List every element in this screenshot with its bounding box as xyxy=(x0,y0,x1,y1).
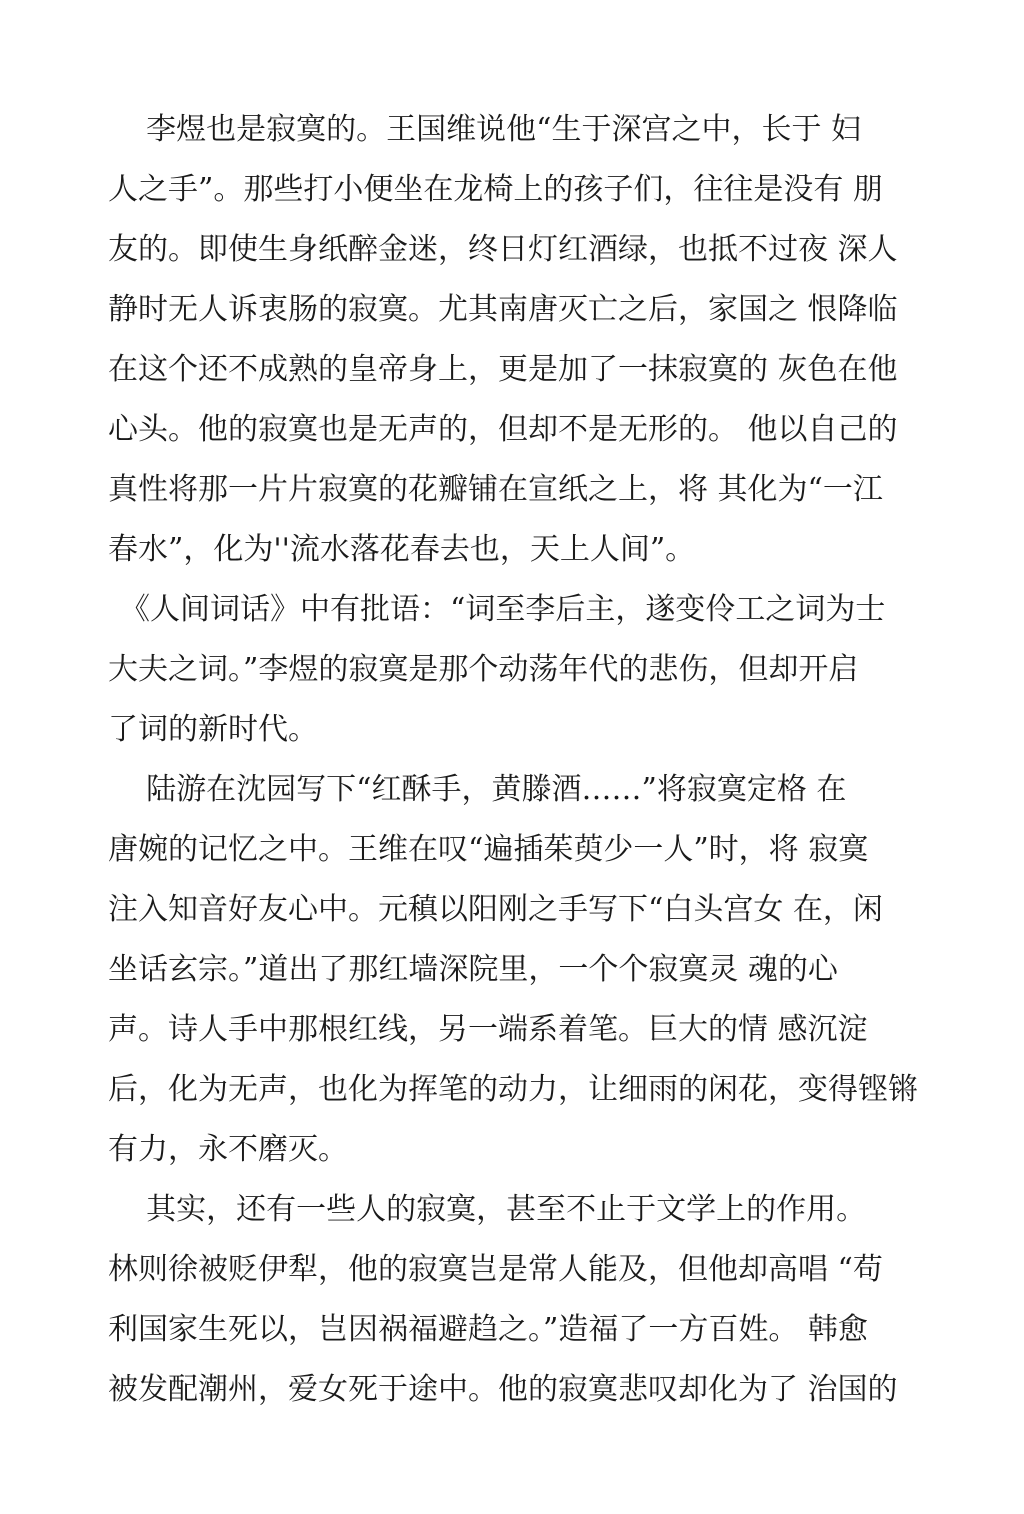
text-line: 静时无人诉衷肠的寂寞。尤其南唐灭亡之后，家国之 恨降临 xyxy=(108,292,898,327)
text-line: 友的。即使生身纸醉金迷，终日灯红酒绿，也抵不过夜 深人 xyxy=(108,232,898,267)
text-line: 人之手”。那些打小便坐在龙椅上的孩子们，往往是没有 朋 xyxy=(108,172,883,207)
text-line: 有力，永不磨灭。 xyxy=(108,1132,348,1167)
text-line: 陆游在沈园写下“红酥手，黄滕酒……”将寂寞定格 在 xyxy=(108,772,847,807)
text-line: 后，化为无声，也化为挥笔的动力，让细雨的闲花，变得铿锵 xyxy=(108,1072,918,1107)
text-line: 声。诗人手中那根红线，另一端系着笔。巨大的情 感沉淀 xyxy=(108,1012,868,1047)
text-line: 真性将那一片片寂寞的花瓣铺在宣纸之上，将 其化为“一江 xyxy=(108,472,883,507)
text-line: 春水”，化为''流水落花春去也，天上人间”。 xyxy=(108,532,696,567)
text-line: 林则徐被贬伊犁，他的寂寞岂是常人能及，但他却高唱 “苟 xyxy=(108,1252,883,1287)
text-line: 唐婉的记忆之中。王维在叹“遍插茱萸少一人”时，将 寂寞 xyxy=(108,832,869,867)
text-line: 注入知音好友心中。元稹以阳刚之手写下“白头宫女 在，闲 xyxy=(108,892,883,927)
text-line: 大夫之词。”李煜的寂寞是那个动荡年代的悲伤，但却开启 xyxy=(108,652,859,687)
text-line: 《人间词话》中有批语：“词至李后主，遂变伶工之词为士 xyxy=(120,592,886,627)
text-line: 心头。他的寂寞也是无声的，但却不是无形的。 他以自己的 xyxy=(108,412,898,447)
text-line: 被发配潮州，爱女死于途中。他的寂寞悲叹却化为了 治国的 xyxy=(108,1372,898,1407)
text-line: 李煜也是寂寞的。王国维说他“生于深宫之中，长于 妇 xyxy=(108,112,862,147)
text-line: 利国家生死以，岂因祸福避趋之。”造福了一方百姓。 韩愈 xyxy=(108,1312,868,1347)
text-line: 其实，还有一些人的寂寞，甚至不止于文学上的作用。 xyxy=(108,1192,867,1227)
text-line: 坐话玄宗。”道出了那红墙深院里，一个个寂寞灵 魂的心 xyxy=(108,952,838,987)
text-line: 了词的新时代。 xyxy=(108,712,318,747)
text-line: 在这个还不成熟的皇帝身上，更是加了一抹寂寞的 灰色在他 xyxy=(108,352,898,387)
